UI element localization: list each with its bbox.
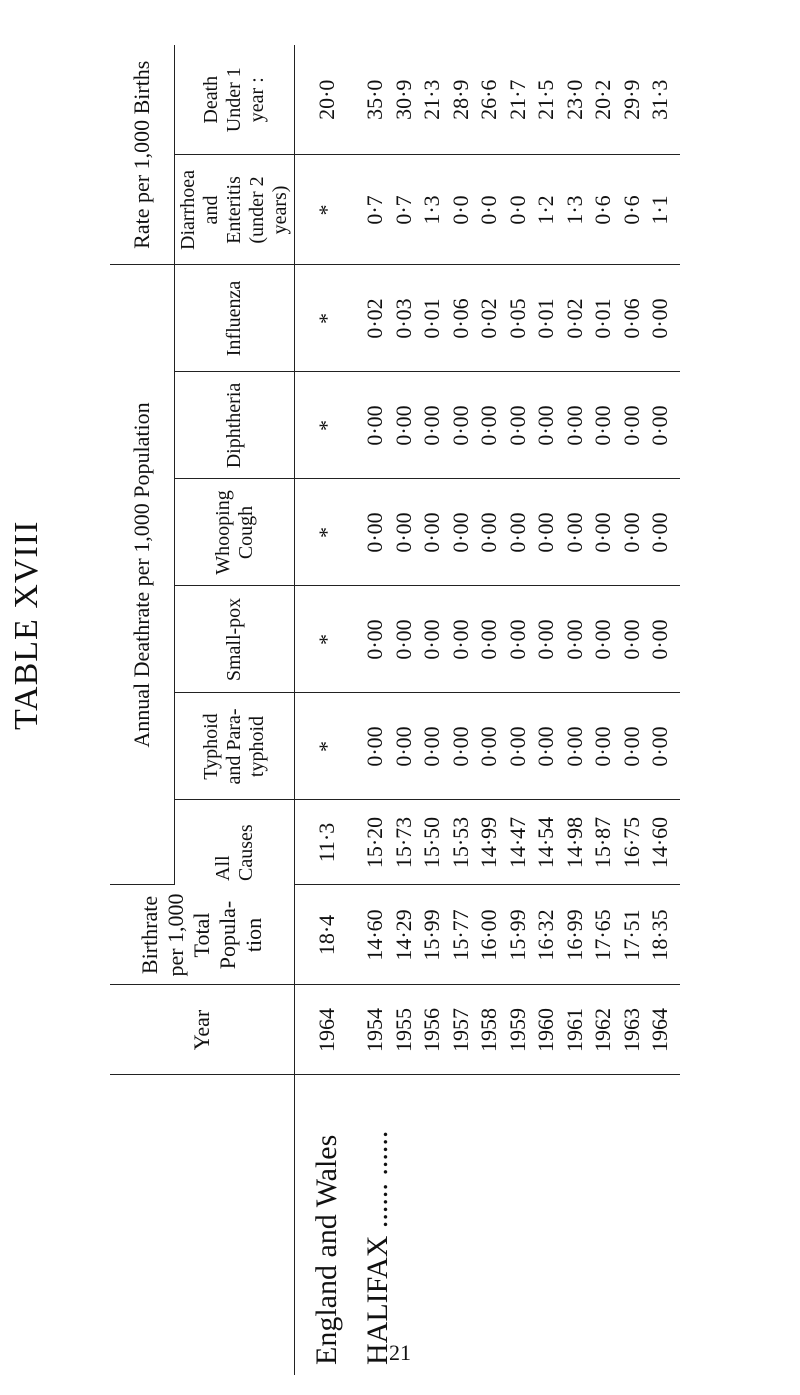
cell-diarrhoea: *	[295, 155, 360, 265]
table-value: 0·00	[362, 405, 387, 446]
cell-smallpox: *	[295, 586, 360, 693]
table-value: 16·99	[561, 909, 587, 961]
cell-smallpox	[359, 586, 680, 693]
table-value: 0·01	[419, 298, 444, 339]
leader-dots: ......	[361, 1183, 394, 1229]
table-value: 1961	[561, 1008, 587, 1052]
table-value: 0·02	[476, 298, 501, 339]
table-value: 1962	[590, 1008, 615, 1052]
table-value: 21·5	[533, 79, 558, 120]
table-value: 0·00	[561, 512, 587, 553]
header-birthrate: Birthrate per 1,000 Total Popula-tion	[110, 885, 295, 985]
table-value: 0·00	[561, 726, 587, 767]
table-value: 28·9	[447, 79, 473, 120]
table-value: 0·00	[533, 405, 558, 446]
table-value: 0·00	[419, 619, 444, 660]
table-value: 0·05	[504, 298, 530, 339]
table-value: 0·00	[476, 405, 501, 446]
header-all-causes: All Causes	[175, 800, 295, 885]
cell-influenza	[359, 265, 680, 372]
table-row-halifax	[359, 45, 680, 1375]
cell-death-under-1: 20·0	[295, 45, 360, 155]
header-rate-per-births: Rate per 1,000 Births	[110, 45, 175, 265]
table-value: 14·98	[561, 816, 587, 869]
table-value: 0·00	[533, 619, 558, 660]
table-value: 0·0	[476, 195, 501, 225]
table-value: 0·00	[390, 619, 416, 660]
header-death-under-1: Death Under 1 year :	[175, 45, 295, 155]
table-value: 1·3	[561, 195, 587, 225]
table-value: 0·01	[533, 298, 558, 339]
table-value: 0·00	[618, 512, 644, 553]
rotated-table-container	[110, 60, 680, 1375]
table-value: 0·00	[590, 405, 615, 446]
table-value: 0·00	[419, 512, 444, 553]
table-value: 1963	[618, 1008, 644, 1052]
table-value: 0·00	[419, 726, 444, 767]
table-value: 0·00	[390, 512, 416, 553]
table-value: 0·03	[390, 298, 416, 339]
table-value: 15·77	[447, 909, 473, 961]
cell-diarrhoea	[359, 155, 680, 265]
table-value: 30·9	[390, 79, 416, 120]
table-value: 0·6	[590, 195, 615, 225]
header-diphtheria: Diphtheria	[175, 372, 295, 479]
table-value: 0·00	[504, 726, 530, 767]
table-value: 0·00	[618, 405, 644, 446]
halifax-label: HALIFAX	[361, 1235, 394, 1365]
table-value: 1·2	[533, 195, 558, 225]
cell-all-causes: 11·3	[295, 800, 360, 885]
table-value: 0·00	[504, 512, 530, 553]
table-value: 14·60	[362, 909, 387, 961]
table-value: 15·99	[504, 909, 530, 961]
table-value: 23·0	[561, 79, 587, 120]
table-value: 0·00	[647, 512, 672, 553]
header-whooping-cough: Whooping Cough	[175, 479, 295, 586]
header-annual-deathrate: Annual Deathrate per 1,000 Population	[110, 265, 175, 885]
table-value: 0·06	[618, 298, 644, 339]
table-value: 0·00	[561, 619, 587, 660]
table-value: 1960	[533, 1008, 558, 1052]
table-value: 0·00	[647, 619, 672, 660]
table-value: 14·47	[504, 816, 530, 869]
table-value: 1957	[447, 1008, 473, 1052]
table-value: 1954	[362, 1008, 387, 1052]
table-value: 1·3	[419, 195, 444, 225]
table-value: 20·2	[590, 79, 615, 120]
header-typhoid: Typhoid and Para-typhoid	[175, 693, 295, 800]
table-value: 0·00	[447, 619, 473, 660]
table-value: 0·00	[533, 512, 558, 553]
table-value: 0·00	[590, 512, 615, 553]
cell-diphtheria: *	[295, 372, 360, 479]
table-value: 0·00	[390, 405, 416, 446]
row-label-halifax	[359, 1075, 680, 1375]
table-value: 21·7	[504, 79, 530, 120]
table-value: 15·20	[362, 816, 387, 869]
leader-dots: ......	[361, 1130, 394, 1176]
header-influenza: Influenza	[175, 265, 295, 372]
table-value: 1955	[390, 1008, 416, 1052]
table-value: 15·50	[419, 816, 444, 869]
cell-death-under-1	[359, 45, 680, 155]
table-value: 14·60	[647, 816, 672, 869]
cell-all-causes	[359, 800, 680, 885]
table-value: 15·99	[419, 909, 444, 961]
table-value: 17·51	[618, 909, 644, 961]
cell-whooping-cough: *	[295, 479, 360, 586]
table-value: 0·00	[647, 298, 672, 339]
header-smallpox: Small-pox	[175, 586, 295, 693]
table-value: 1956	[419, 1008, 444, 1052]
table-value: 15·87	[590, 816, 615, 869]
header-diarrhoea: Diarrhoea and Enteritis (under 2 years)	[175, 155, 295, 265]
table-value: 0·00	[647, 405, 672, 446]
table-value: 0·00	[447, 726, 473, 767]
cell-birthrate: 18·4	[295, 885, 360, 985]
table-value: 0·02	[561, 298, 587, 339]
cell-birthrates	[359, 885, 680, 985]
table-value: 1959	[504, 1008, 530, 1052]
table-value: 35·0	[362, 79, 387, 120]
cell-typhoid	[359, 693, 680, 800]
table-value: 0·00	[476, 619, 501, 660]
cell-typhoid: *	[295, 693, 360, 800]
table-value: 0·7	[390, 195, 416, 225]
table-value: 0·00	[504, 405, 530, 446]
table-value: 14·29	[390, 909, 416, 961]
cell-years	[359, 985, 680, 1075]
table-value: 14·99	[476, 816, 501, 869]
table-value: 21·3	[419, 79, 444, 120]
table-value: 0·06	[447, 298, 473, 339]
table-value: 0·00	[647, 726, 672, 767]
cell-whooping-cough	[359, 479, 680, 586]
table-value: 0·7	[362, 195, 387, 225]
table-value: 0·00	[476, 512, 501, 553]
table-value: 15·53	[447, 816, 473, 869]
table-value: 0·00	[561, 405, 587, 446]
table-value: 0·00	[618, 726, 644, 767]
table-value: 0·00	[504, 619, 530, 660]
table-value: 16·32	[533, 909, 558, 961]
cell-year: 1964	[295, 985, 360, 1075]
table-value: 0·00	[476, 726, 501, 767]
statistics-table	[110, 45, 680, 1375]
table-value: 0·00	[390, 726, 416, 767]
table-value: 1958	[476, 1008, 501, 1052]
table-value: 0·0	[504, 195, 530, 225]
cell-influenza: *	[295, 265, 360, 372]
table-value: 16·75	[618, 816, 644, 869]
table-value: 0·00	[362, 512, 387, 553]
header-place	[110, 1075, 295, 1375]
table-value: 0·00	[419, 405, 444, 446]
table-value: 0·02	[362, 298, 387, 339]
table-value: 16·00	[476, 909, 501, 961]
table-value: 0·00	[533, 726, 558, 767]
row-label-england: England and Wales	[310, 1134, 343, 1365]
table-value: 26·6	[476, 79, 501, 120]
table-value: 0·0	[447, 195, 473, 225]
table-value: 29·9	[618, 79, 644, 120]
table-row-england	[295, 45, 360, 1375]
header-year: Year	[110, 985, 295, 1075]
table-value: 0·00	[447, 512, 473, 553]
table-value: 0·00	[590, 619, 615, 660]
cell-diphtheria	[359, 372, 680, 479]
table-value: 0·00	[362, 726, 387, 767]
table-value: 17·65	[590, 909, 615, 961]
table-value: 0·6	[618, 195, 644, 225]
table-value: 18·35	[647, 909, 672, 961]
table-value: 1964	[647, 1008, 672, 1052]
table-value: 0·00	[618, 619, 644, 660]
table-value: 0·00	[590, 726, 615, 767]
table-value: 15·73	[390, 816, 416, 869]
page-title: TABLE XVIII	[8, 520, 45, 730]
table-value: 0·00	[447, 405, 473, 446]
table-value: 0·01	[590, 298, 615, 339]
table-value: 31·3	[647, 79, 672, 120]
table-value: 0·00	[362, 619, 387, 660]
table-value: 14·54	[533, 816, 558, 869]
table-value: 1·1	[647, 195, 672, 225]
page-number: 21	[389, 1340, 411, 1365]
